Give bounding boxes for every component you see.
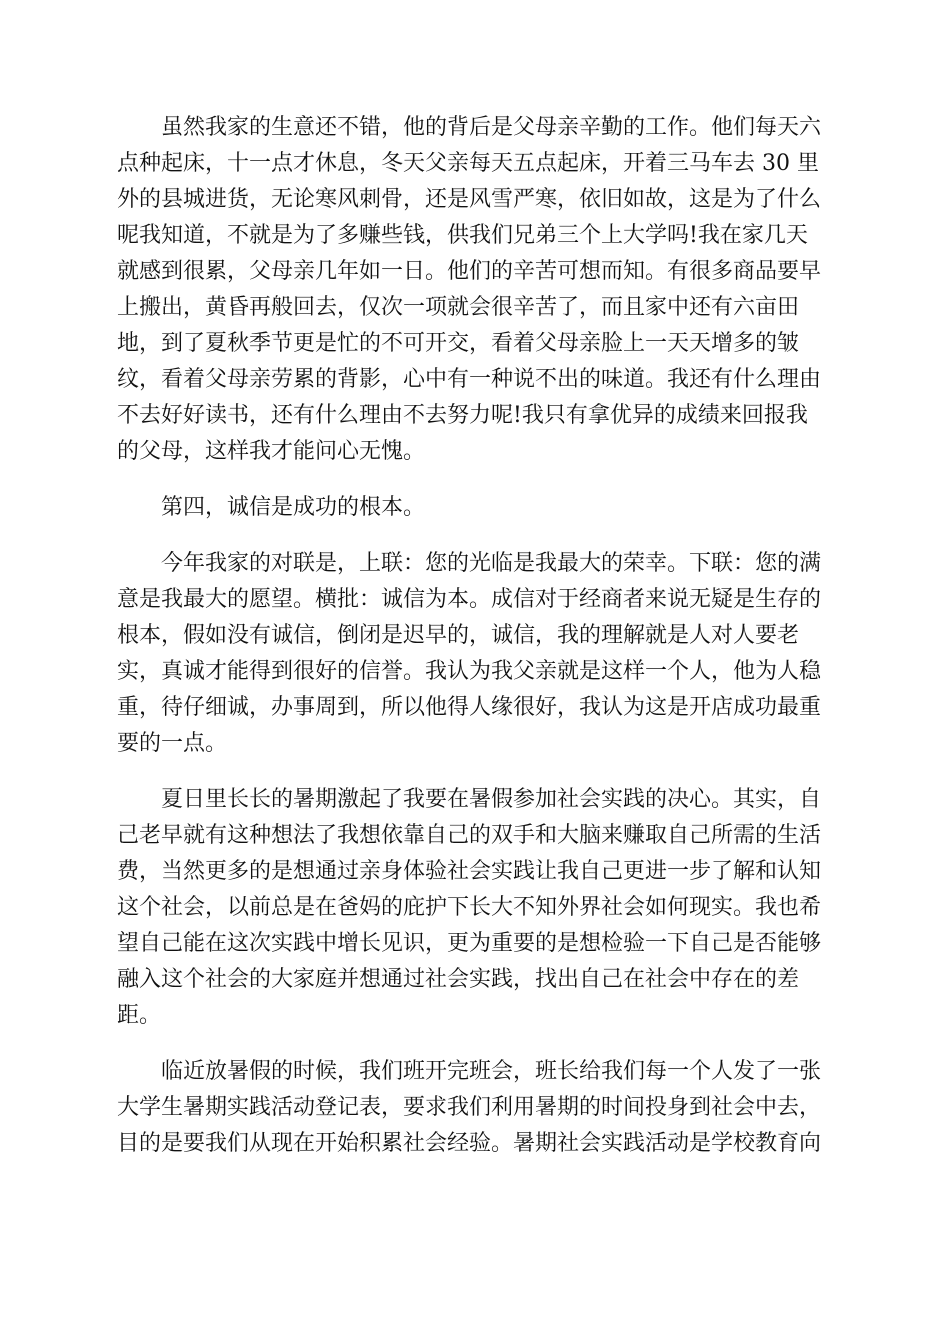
- text-line: 纹，看着父母亲劳累的背影，心中有一种说不出的味道。我还有什么理由: [117, 367, 822, 392]
- paragraph-couplet: [117, 546, 833, 762]
- text-line: 己老早就有这种想法了我想依靠自己的双手和大脑来赚取自己所需的生活: [117, 823, 822, 848]
- text-line: 这个社会，以前总是在爸妈的庇护下长大不知外界社会如何现实。我也希: [117, 895, 822, 920]
- text-line: 要的一点。: [117, 731, 228, 756]
- text-line: 呢我知道，不就是为了多赚些钱，供我们兄弟三个上大学吗!我在家几天: [117, 223, 808, 248]
- text-line: 虽然我家的生意还不错，他的背后是父母亲辛勤的工作。他们每天六: [161, 115, 822, 140]
- text-line: 费，当然更多的是想通过亲身体验社会实践让我自己更进一步了解和认知: [117, 859, 822, 884]
- paragraph-heading-integrity: [117, 490, 833, 526]
- text-line: 融入这个社会的大家庭并想通过社会实践，找出自己在社会中存在的差: [117, 967, 800, 992]
- text-line: 地，到了夏秋季节更是忙的不可开交，看着父母亲脸上一天天增多的皱: [117, 331, 800, 356]
- text-line: 目的是要我们从现在开始积累社会经验。暑期社会实践活动是学校教育向: [117, 1131, 822, 1156]
- document-body: [117, 110, 833, 1182]
- text-line: 夏日里长长的暑期激起了我要在暑假参加社会实践的决心。其实，自: [161, 787, 822, 812]
- text-line: 实，真诚才能得到很好的信誉。我认为我父亲就是这样一个人，他为人稳: [117, 659, 822, 684]
- text-line: 临近放暑假的时候，我们班开完班会，班长给我们每一个人发了一张: [161, 1059, 822, 1084]
- text-line: 不去好好读书，还有什么理由不去努力呢!我只有拿优异的成绩来回报我: [117, 403, 808, 428]
- text-line: 望自己能在这次实践中增长见识，更为重要的是想检验一下自己是否能够: [117, 931, 822, 956]
- text-line: 重，待仔细诚，办事周到，所以他得人缘很好，我认为这是开店成功最重: [117, 695, 822, 720]
- paragraph-summer-practice: [117, 782, 833, 1034]
- text-line: 点种起床，十一点才休息，冬天父亲每天五点起床，开着三马车去 30 里: [117, 151, 819, 176]
- text-line: 意是我最大的愿望。横批：诚信为本。成信对于经商者来说无疑是生存的: [117, 587, 822, 612]
- text-line: 距。: [117, 1003, 162, 1028]
- text-line: 大学生暑期实践活动登记表，要求我们利用暑期的时间投身到社会中去，: [117, 1095, 822, 1120]
- section-heading: 第四，诚信是成功的根本。: [161, 495, 426, 520]
- text-line: 就感到很累，父母亲几年如一日。他们的辛苦可想而知。有很多商品要早: [117, 259, 822, 284]
- text-line: 外的县城进货，无论寒风刺骨，还是风雪严寒，依旧如故，这是为了什么: [117, 187, 822, 212]
- text-line: 的父母，这样我才能问心无愧。: [117, 439, 426, 464]
- text-line: 今年我家的对联是，上联：您的光临是我最大的荣幸。下联：您的满: [161, 551, 822, 576]
- text-line: 上搬出，黄昏再般回去，仅次一项就会很辛苦了，而且家中还有六亩田: [117, 295, 800, 320]
- text-line: 根本，假如没有诚信，倒闭是迟早的，诚信，我的理解就是人对人要老: [117, 623, 800, 648]
- paragraph-registration-form: [117, 1054, 833, 1162]
- paragraph-parents-work: [117, 110, 833, 470]
